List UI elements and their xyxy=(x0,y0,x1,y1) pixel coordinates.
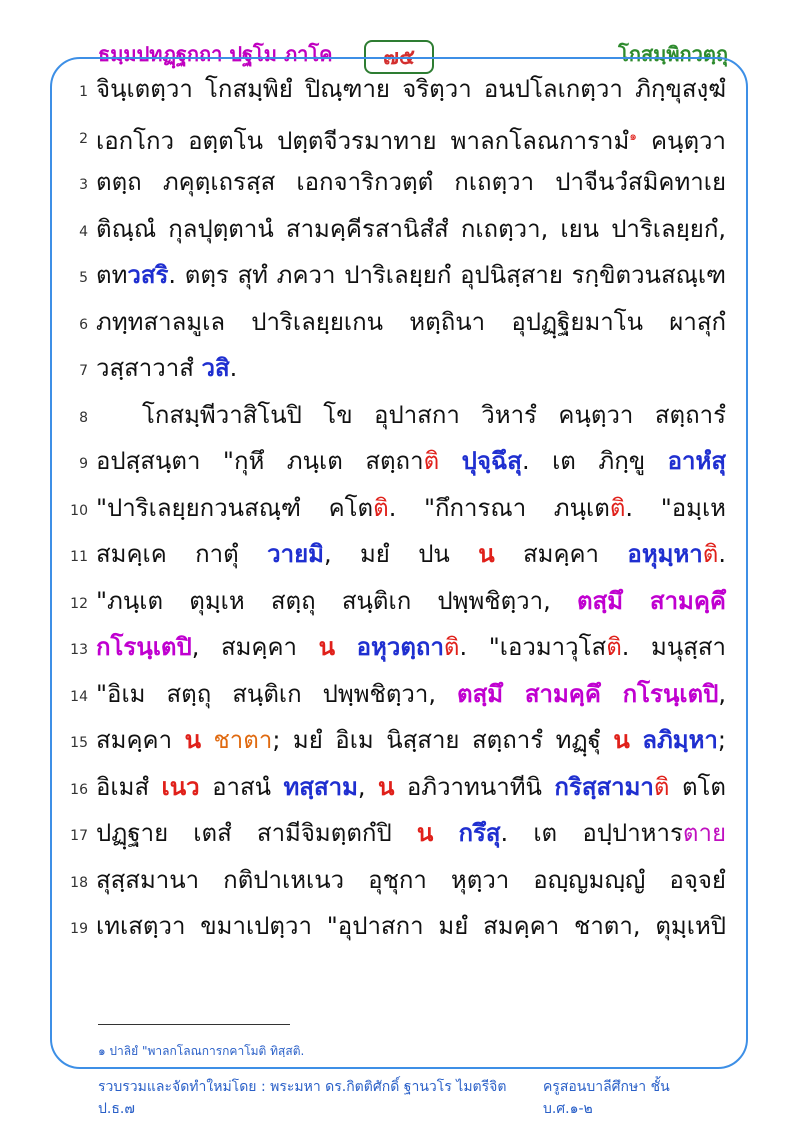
text-segment: . "กึการณา ภนฺเต xyxy=(388,493,610,522)
text-line xyxy=(50,165,748,211)
text-segment: คนฺตฺวา xyxy=(636,126,726,155)
text-segment: กริสฺสามา xyxy=(554,772,654,801)
text-segment: เทเสตฺวา ขมาเปตฺวา "อุปาสกา มยํ สมคฺคา ชาตา, ตุมฺเหปิ xyxy=(96,912,726,940)
text-segment: , xyxy=(357,772,378,801)
text-segment: สมคฺคา xyxy=(494,540,628,568)
line-text xyxy=(96,725,726,755)
line-text xyxy=(96,167,726,197)
text-line xyxy=(50,677,748,723)
text-segment: กรึสุ xyxy=(458,819,501,847)
line-number: 15 xyxy=(70,735,88,751)
text-segment: . เต อปฺปาหาร xyxy=(500,819,683,847)
line-number: 16 xyxy=(70,781,88,798)
text-segment: กโรนฺเตปิ xyxy=(96,633,192,661)
text-segment: น xyxy=(613,726,630,754)
text-segment: ตท xyxy=(96,261,128,289)
text-line xyxy=(50,723,748,769)
text-segment: ; xyxy=(717,726,726,754)
text-segment: อาสนํ xyxy=(199,772,284,801)
line-number: 6 xyxy=(79,316,88,333)
text-segment: ติ xyxy=(443,633,460,661)
text-segment: เนว xyxy=(161,772,200,801)
line-text xyxy=(96,539,726,569)
header-story-title: โกสมฺพิกวตฺถุ xyxy=(618,42,728,66)
text-segment: ชาตา xyxy=(213,726,273,754)
line-number: 17 xyxy=(70,828,88,844)
text-segment: ติ xyxy=(606,633,622,661)
text-line xyxy=(50,444,748,490)
text-line xyxy=(50,584,748,630)
text-segment xyxy=(433,819,458,847)
text-segment: ติณฺณํ กุลปุตฺตานํ สามคฺคีรสานิสํสํ กเถตฺวา, เยน ปาริเลยฺยกํ, xyxy=(96,214,726,243)
footer-course: ครูสอนบาลีศึกษา ชั้น บ.ศ.๑-๒ xyxy=(542,1079,670,1117)
text-line xyxy=(50,816,748,862)
line-text xyxy=(96,493,726,523)
text-segment: ปุจฺฉึสุ xyxy=(461,447,522,475)
line-number: 11 xyxy=(70,549,88,565)
text-segment: ติ xyxy=(609,493,626,522)
text-segment: อาหํสุ xyxy=(667,447,726,475)
text-segment: . เต ภิกฺขู xyxy=(521,447,668,475)
text-line xyxy=(50,119,748,165)
text-line xyxy=(50,770,748,816)
text-segment: ทสฺสาม xyxy=(283,772,358,801)
text-segment: จินฺเตตฺวา โกสมฺพิยํ ปิณฺฑาย จริตฺวา อนปโลเกตฺวา ภิกฺขุสงฺฆํ xyxy=(96,75,726,103)
line-number: 12 xyxy=(70,595,88,612)
text-segment: เอกโกว อตฺตโน ปตฺตจีวรมาทาย พาลกโลณการามํ xyxy=(96,126,630,155)
text-segment: "ภนฺเต ตุมฺเห สตฺถุ สนฺติเก ปพฺพชิตฺวา, xyxy=(96,586,577,615)
line-number: 5 xyxy=(79,270,88,286)
text-segment: ติ xyxy=(423,447,440,475)
text-segment: ติ xyxy=(653,772,670,801)
text-segment: ปฏฺฐาย เตสํ สามีจิมตฺตกํปิ xyxy=(96,819,417,847)
text-segment: ติ xyxy=(373,493,389,522)
line-text xyxy=(96,818,726,848)
text-segment: ตตฺถ ภคุตฺเถรสฺส เอกจาริกวตฺตํ กเถตฺวา ปาจีนวํสมิคทาเย xyxy=(96,168,726,196)
line-number: 2 xyxy=(79,130,88,147)
line-number: 14 xyxy=(70,688,88,705)
text-segment: ; มยํ อิเม นิสฺสาย สตฺถารํ ทฏฺฐุํ xyxy=(272,726,614,754)
text-segment: ติ xyxy=(702,540,719,568)
footnote-divider xyxy=(98,1024,290,1025)
line-text xyxy=(96,121,726,156)
text-line xyxy=(50,351,748,397)
line-text xyxy=(96,214,726,244)
text-segment: น xyxy=(478,540,495,568)
line-text xyxy=(96,772,726,802)
text-segment: สมคฺเค กาตุํ xyxy=(96,540,268,568)
text-segment: วายมิ xyxy=(267,540,324,568)
header-book-title: ธมฺมปทฏฺฐกถา ปฐโม ภาโค xyxy=(98,42,333,66)
text-segment xyxy=(335,633,357,661)
text-line xyxy=(50,909,748,955)
text-segment: , xyxy=(718,679,727,708)
text-segment: วสิ xyxy=(201,354,230,382)
text-segment: ตโต xyxy=(669,772,727,801)
text-line xyxy=(50,398,748,444)
page-footer xyxy=(98,1076,722,1120)
text-segment: สุสฺสมานา กติปาเหเนว อุชุกา หุตฺวา อญฺญมญฺญํ อจฺจยํ xyxy=(96,865,726,894)
text-segment: . ตตฺร สุทํ ภควา ปาริเลยฺยกํ อุปนิสฺสาย รกฺขิตวนสณฺเฑ xyxy=(168,261,726,289)
line-text xyxy=(96,679,726,709)
text-segment: ภทฺทสาลมูเล ปาริเลยฺยเกน หตฺถินา อุปฏฺฐิยมาโน ผาสุกํ xyxy=(96,307,726,336)
line-number: 8 xyxy=(79,409,88,426)
footnote: ๑ ปาลิยํ "พาลกโลณการกคาโมติ ทิสฺสติ. xyxy=(98,1044,305,1058)
line-text xyxy=(96,911,726,941)
text-segment xyxy=(630,726,643,754)
line-number: 3 xyxy=(79,177,88,193)
text-segment: . xyxy=(229,354,238,382)
text-segment: สมคฺคา xyxy=(96,726,185,754)
line-text xyxy=(96,632,726,662)
page-number-badge: ๗๕ xyxy=(364,40,434,74)
text-segment: . xyxy=(718,540,726,568)
footer-author: รวบรวมและจัดทำใหม่โดย : พระมหา ดร.กิตติศักดิ์ ฐานวโร ไมตรีจิต ป.ธ.๗ xyxy=(98,1079,507,1117)
text-segment: "ปาริเลยฺยกวนสณฺฑํ คโต xyxy=(96,493,374,522)
text-segment: . "อมฺเห xyxy=(625,493,726,522)
text-segment: , สมคฺคา xyxy=(191,633,319,661)
text-segment: น xyxy=(377,772,395,801)
text-segment: . "เอวมาวุโส xyxy=(459,633,607,661)
footnote-marker: ๑ xyxy=(629,128,637,143)
text-segment: ตสฺมึ สามคฺคึ กโรนฺเตปิ xyxy=(457,679,719,708)
text-segment: อปสฺสนฺตา "กุหึ ภนฺเต สตฺถา xyxy=(96,447,424,475)
line-number: 10 xyxy=(70,502,88,519)
line-text xyxy=(96,307,726,337)
line-text xyxy=(96,353,726,383)
text-segment: อหุวตฺถา xyxy=(356,633,444,661)
line-number: 13 xyxy=(70,642,88,658)
text-line xyxy=(50,630,748,676)
text-segment: อิเมสํ xyxy=(96,772,162,801)
text-segment: โกสมฺพีวาสิโนปิ โข อุปาสกา วิหารํ คนฺตฺวา สตฺถารํ xyxy=(142,400,726,429)
text-segment: , มยํ ปน xyxy=(323,540,479,568)
text-segment: "อิเม สตฺถุ สนฺติเก ปพฺพชิตฺวา, xyxy=(96,679,458,708)
line-text xyxy=(96,586,726,616)
line-number: 18 xyxy=(70,874,88,891)
text-segment: ตาย xyxy=(682,819,726,847)
text-line xyxy=(50,491,748,537)
line-text xyxy=(142,400,726,430)
text-segment xyxy=(439,447,462,475)
text-segment: วสฺสาวาสํ xyxy=(96,354,202,382)
text-segment: อภิวาทนาทีนิ xyxy=(394,772,555,801)
line-number: 19 xyxy=(70,921,88,937)
text-line xyxy=(50,258,748,304)
line-text xyxy=(96,865,726,895)
line-number: 1 xyxy=(79,84,88,100)
line-number: 4 xyxy=(79,223,88,240)
text-line xyxy=(50,72,748,118)
text-line xyxy=(50,537,748,583)
text-segment: . มนุสฺสา xyxy=(621,633,726,661)
text-segment xyxy=(201,726,214,754)
line-text xyxy=(96,74,726,104)
line-number: 7 xyxy=(79,363,88,379)
text-line xyxy=(50,863,748,909)
text-segment: น xyxy=(416,819,434,847)
text-segment: อหุมฺหา xyxy=(627,540,703,568)
line-number: 9 xyxy=(79,456,88,472)
text-segment: ตสฺมึ สามคฺคึ xyxy=(576,586,726,615)
text-segment: น xyxy=(318,633,336,661)
line-text xyxy=(96,260,726,290)
line-text xyxy=(96,446,726,476)
text-line xyxy=(50,305,748,351)
text-segment: วสริ xyxy=(127,261,169,289)
text-segment: ลภิมฺหา xyxy=(642,726,718,754)
text-segment: น xyxy=(184,726,201,754)
text-line xyxy=(50,212,748,258)
